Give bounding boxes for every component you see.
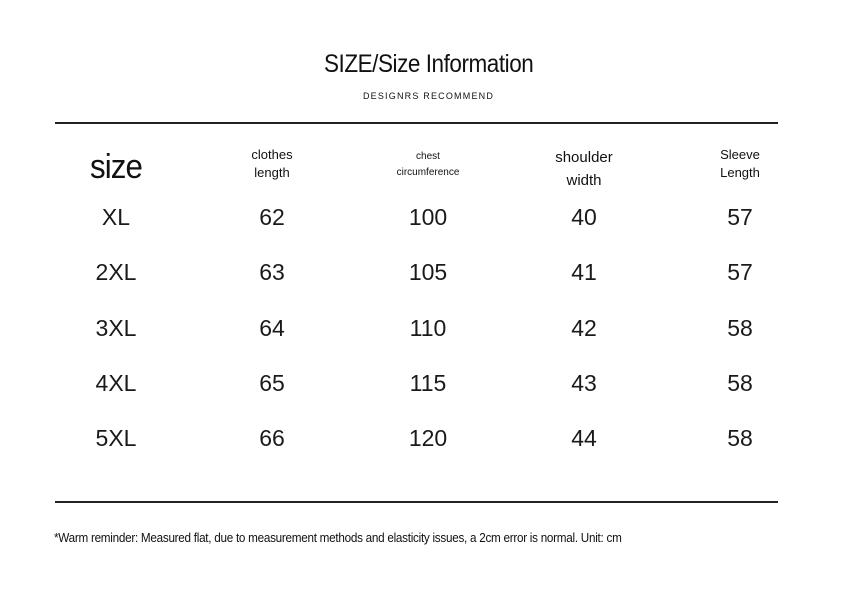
page-subtitle: DESIGNRS RECOMMEND <box>362 91 495 101</box>
cell-chest: 120 <box>408 425 448 452</box>
cell-chest: 115 <box>409 369 447 396</box>
size-table <box>38 140 818 452</box>
cell-chest: 105 <box>408 259 448 286</box>
cell-shoulder: 40 <box>571 204 597 230</box>
cell-sleeve: 58 <box>727 369 753 396</box>
header-shoulder-width <box>506 146 662 193</box>
header-sleeve-line1: Sleeve <box>720 147 760 162</box>
header-shoulder-line2: width <box>566 172 602 190</box>
table-row <box>38 255 818 310</box>
cell-sleeve: 58 <box>727 425 753 452</box>
header-clothes-length-line1: clothes <box>251 147 293 162</box>
table-body <box>38 200 818 476</box>
table-row <box>38 421 818 476</box>
cell-chest: 110 <box>409 314 447 341</box>
cell-size: 2XL <box>95 259 137 286</box>
cell-clothes-length: 65 <box>259 369 285 396</box>
cell-size: XL <box>101 204 131 230</box>
cell-clothes-length: 64 <box>259 314 285 341</box>
header-chest-circumference <box>350 149 506 180</box>
header-chest-line1: chest <box>416 151 440 162</box>
cell-chest: 100 <box>408 204 448 230</box>
cell-sleeve: 58 <box>727 314 753 341</box>
table-row <box>38 311 818 366</box>
cell-size: 4XL <box>95 369 137 396</box>
cell-shoulder: 44 <box>571 425 597 452</box>
header-size: size <box>90 148 142 186</box>
top-divider <box>55 122 778 124</box>
cell-clothes-length: 63 <box>259 259 285 286</box>
cell-size: 5XL <box>95 425 137 452</box>
cell-shoulder: 41 <box>571 259 597 286</box>
cell-clothes-length: 66 <box>259 425 285 452</box>
bottom-divider <box>55 501 778 503</box>
cell-clothes-length: 62 <box>259 204 285 230</box>
table-header <box>38 140 818 200</box>
header-sleeve-line2: Length <box>720 165 760 181</box>
header-chest-line2: circumference <box>396 166 460 178</box>
cell-shoulder: 43 <box>571 369 597 396</box>
header-sleeve-length <box>662 146 818 182</box>
cell-sleeve: 57 <box>727 204 753 230</box>
cell-shoulder: 42 <box>571 314 597 341</box>
cell-sleeve: 57 <box>727 259 753 286</box>
cell-size: 3XL <box>95 314 137 341</box>
warm-reminder-note: *Warm reminder: Measured flat, due to measurement methods and elasticity issues, a 2cm error is normal. Unit: cm <box>54 530 622 545</box>
header-clothes-length-line2: length <box>254 165 290 181</box>
header-shoulder-line1: shoulder <box>555 149 613 166</box>
header-clothes-length <box>194 146 350 182</box>
table-row <box>38 200 818 255</box>
page-title: SIZE/Size Information <box>323 50 534 78</box>
table-row <box>38 366 818 421</box>
